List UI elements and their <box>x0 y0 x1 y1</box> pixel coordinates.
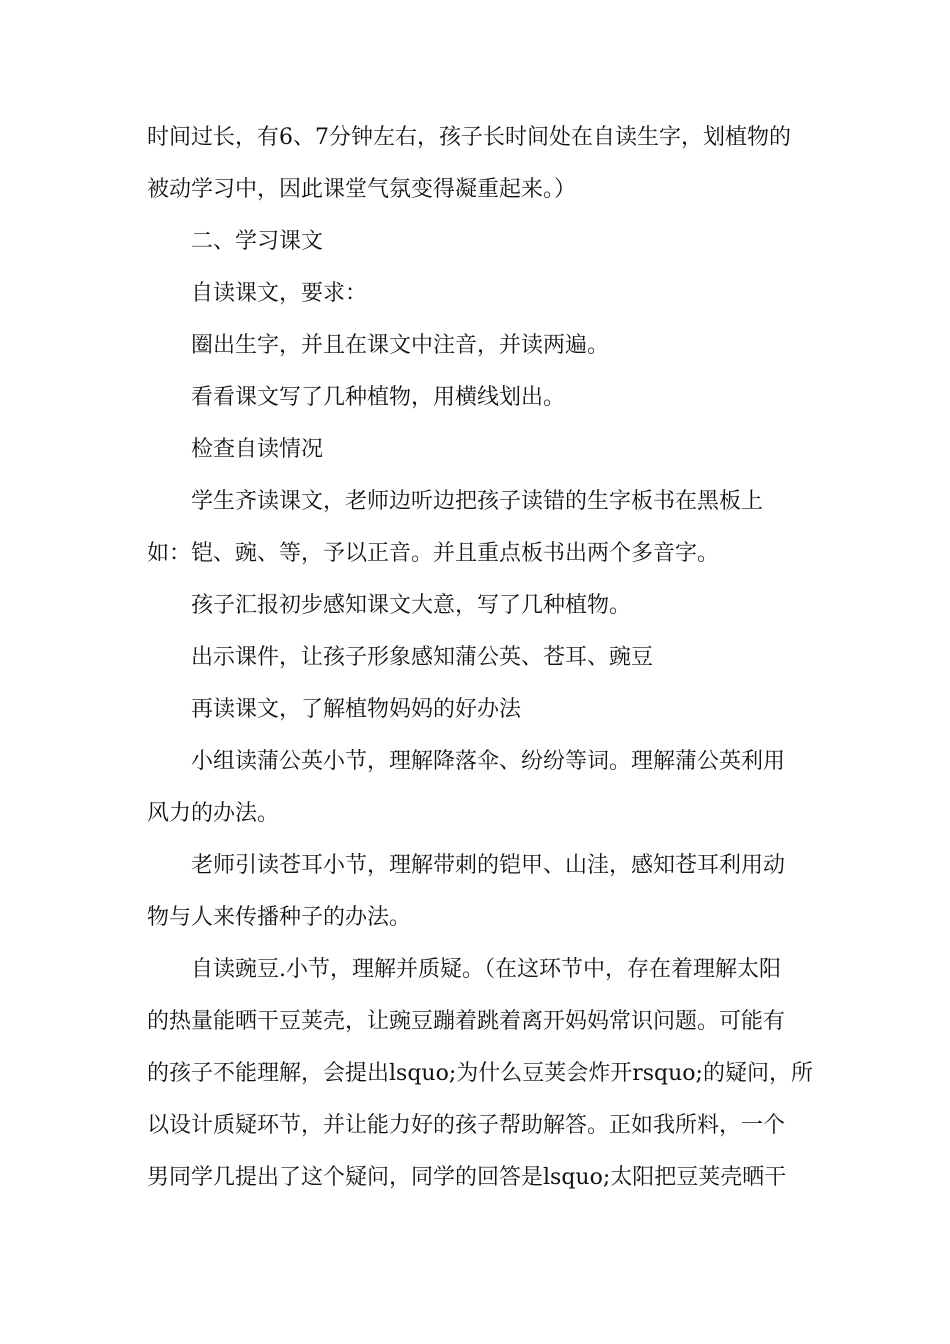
text-line: 男同学几提出了这个疑问，同学的回答是lsquo;太阳把豆荚壳晒干 <box>147 1165 787 1190</box>
text-line: 的热量能晒干豆荚壳，让豌豆蹦着跳着离开妈妈常识问题。可能有 <box>147 1009 786 1034</box>
text-line: 检查自读情况 <box>191 437 324 462</box>
text-line: 圈出生字，并且在课文中注音，并读两遍。 <box>191 333 610 358</box>
section-heading: 二、学习课文 <box>191 229 324 254</box>
text-line: 以设计质疑环节，并让能力好的孩子帮助解答。正如我所料，一个 <box>147 1113 786 1138</box>
text-line: 看看课文写了几种植物，用横线划出。 <box>191 385 566 410</box>
text-line: 物与人来传播种子的办法。 <box>147 905 412 930</box>
text-line: 的孩子不能理解，会提出lsquo;为什么豆荚会炸开rsquo;的疑问，所 <box>147 1061 813 1086</box>
document-body <box>147 112 813 1204</box>
text-line: 老师引读苍耳小节，理解带刺的铠甲、山洼，感知苍耳利用动 <box>191 853 786 878</box>
text-line: 学生齐读课文，老师边听边把孩子读错的生字板书在黑板上 <box>191 489 764 514</box>
text-line: 风力的办法。 <box>147 801 280 826</box>
text-line: 被动学习中，因此课堂气氛变得凝重起来。） <box>147 177 577 202</box>
text-line: 自读课文，要求： <box>191 281 368 306</box>
text-line: 自读豌豆.小节，理解并质疑。（在这环节中，存在着理解太阳 <box>191 957 781 982</box>
text-line: 如：铠、豌、等，予以正音。并且重点板书出两个多音字。 <box>147 541 720 566</box>
text-line: 孩子汇报初步感知课文大意，写了几种植物。 <box>191 593 632 618</box>
text-line: 小组读蒲公英小节，理解降落伞、纷纷等词。理解蒲公英利用 <box>191 749 786 774</box>
text-line: 再读课文，了解植物妈妈的好办法 <box>191 697 522 722</box>
text-line: 出示课件，让孩子形象感知蒲公英、苍耳、豌豆 <box>191 645 654 670</box>
text-line: 时间过长，有6、7分钟左右，孩子长时间处在自读生字，划植物的 <box>147 125 791 150</box>
